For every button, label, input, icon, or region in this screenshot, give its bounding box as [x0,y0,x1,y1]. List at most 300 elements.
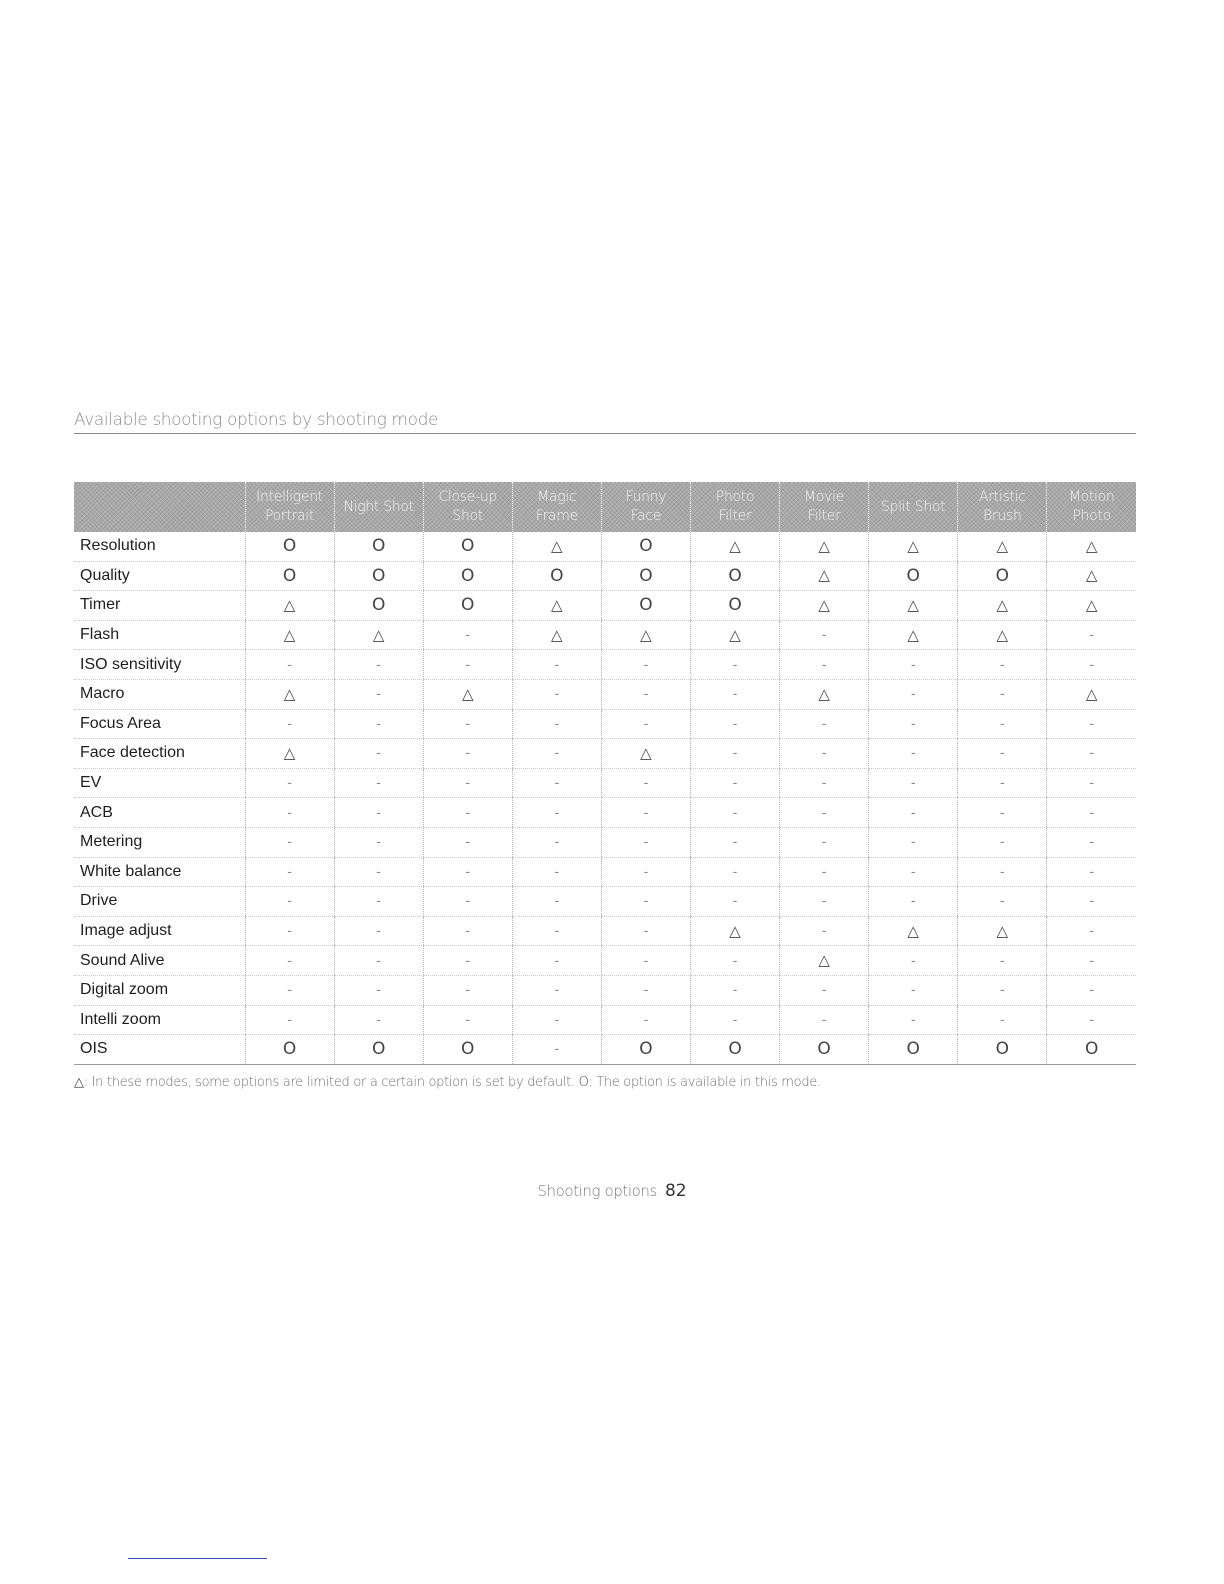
circle-icon: O [639,565,653,586]
dash-mark: - [732,744,738,761]
table-cell [780,591,869,621]
table-cell [1047,620,1136,650]
dash-mark: - [1089,922,1094,939]
dash-mark: - [287,981,292,998]
table-cell [512,1035,601,1065]
dash-mark: - [376,655,381,672]
circle-icon: O [995,1039,1009,1060]
dash-mark: - [999,1010,1005,1027]
table-cell [869,857,958,887]
dash-mark: - [465,922,471,939]
dash-mark: - [287,862,292,879]
legend-triangle-text: : In these modes, some options are limited or a certain option is set by default. [83,1075,575,1090]
table-row [74,1035,1136,1065]
table-cell [869,1035,958,1065]
dash-mark: - [643,922,649,939]
table-row [74,827,1136,857]
dash-mark: - [732,714,738,731]
circle-icon: O [817,1039,831,1060]
table-cell [690,532,779,561]
dash-mark: - [821,803,827,820]
row-label: Quality [74,561,245,591]
table-row [74,975,1136,1005]
circle-icon: O [639,536,653,557]
table-cell [334,679,423,709]
dash-mark: - [732,951,738,968]
column-header-line: Portrait [265,508,315,524]
circle-icon: O [578,1075,589,1090]
triangle-icon: △ [283,685,296,703]
table-cell [958,679,1047,709]
triangle-icon: △ [1085,596,1098,614]
column-header-line: Face [630,508,662,524]
column-header-line: Shot [452,508,484,524]
dash-mark: - [910,862,916,879]
dash-mark: - [999,655,1005,672]
table-cell [334,650,423,680]
dash-mark: - [287,803,292,820]
row-label: Flash [74,620,245,650]
table-cell [780,650,869,680]
dash-mark: - [821,714,827,731]
dash-mark: - [465,626,471,643]
table-cell [601,887,690,917]
dash-mark: - [999,714,1005,731]
dash-mark: - [910,892,916,909]
table-cell [423,561,512,591]
dash-mark: - [821,981,827,998]
column-header-line: Photo [1072,508,1111,524]
table-cell [334,1035,423,1065]
table-cell [780,739,869,769]
shooting-options-table [74,482,1136,1065]
table-cell [958,650,1047,680]
dash-mark: - [643,833,649,850]
table-row [74,739,1136,769]
table-cell [1047,946,1136,976]
table-cell [512,532,601,561]
table-cell [601,827,690,857]
table-cell [334,768,423,798]
table-cell [245,827,334,857]
table-cell [1047,916,1136,946]
dash-mark: - [465,774,471,791]
table-cell [423,916,512,946]
triangle-icon: △ [551,596,563,614]
table-cell [690,857,779,887]
table-cell [512,650,601,680]
dash-mark: - [910,803,916,820]
column-header [245,482,334,532]
column-header [334,482,423,532]
dash-mark: - [643,1010,649,1027]
table-cell [958,1005,1047,1035]
table-cell [869,709,958,739]
dash-mark: - [1089,774,1094,791]
dash-mark: - [376,803,381,820]
table-row [74,591,1136,621]
table-cell [601,798,690,828]
table-cell [601,561,690,591]
table-row [74,620,1136,650]
column-header-line: Magic [537,489,577,505]
table-cell [780,709,869,739]
dash-mark: - [376,922,381,939]
dash-mark: - [910,833,916,850]
table-cell [1047,975,1136,1005]
dash-mark: - [643,774,649,791]
table-cell [334,709,423,739]
table-cell [869,532,958,561]
table-cell [780,916,869,946]
table-cell [334,798,423,828]
dash-mark: - [287,655,292,672]
table-cell [780,768,869,798]
table-cell [245,620,334,650]
row-label: ACB [74,798,245,828]
table-cell [1047,709,1136,739]
table-cell [1047,561,1136,591]
column-header [423,482,512,532]
circle-icon: O [639,595,653,616]
table-cell [512,946,601,976]
dash-mark: - [554,714,560,731]
table-cell [601,620,690,650]
table-cell [780,561,869,591]
table-cell [245,946,334,976]
table-row [74,916,1136,946]
table-cell [601,916,690,946]
table-cell [780,1005,869,1035]
dash-mark: - [465,714,471,731]
table-cell [245,1035,334,1065]
circle-icon: O [371,1039,386,1060]
dash-mark: - [1089,714,1094,731]
triangle-icon: △ [283,596,296,614]
dash-mark: - [554,862,560,879]
column-header-line: Split Shot [881,498,946,515]
table-cell [958,561,1047,591]
row-label: Metering [74,827,245,857]
table-cell [423,827,512,857]
table-cell [869,561,958,591]
row-label: White balance [74,857,245,887]
triangle-icon: △ [729,922,741,940]
dash-mark: - [732,685,738,702]
dash-mark: - [643,951,649,968]
dash-mark: - [554,892,560,909]
dash-mark: - [287,833,292,850]
circle-icon: O [995,565,1009,586]
dash-mark: - [999,862,1005,879]
table-cell [334,975,423,1005]
dash-mark: - [643,892,649,909]
triangle-icon: △ [907,537,919,555]
table-row [74,679,1136,709]
table-cell [780,532,869,561]
table-cell [423,739,512,769]
dash-mark: - [821,833,827,850]
dash-mark: - [554,655,560,672]
dash-mark: - [999,833,1005,850]
column-header [958,482,1047,532]
dash-mark: - [643,714,649,731]
table-cell [690,946,779,976]
table-cell [245,650,334,680]
table-cell [334,946,423,976]
dash-mark: - [1089,655,1094,672]
column-header-line: Filter [807,508,841,524]
table-cell [869,650,958,680]
dash-mark: - [287,714,292,731]
legend-circle-text: : The option is available in this mode. [588,1075,821,1090]
table-cell [423,620,512,650]
table-cell [423,857,512,887]
circle-icon: O [282,1039,297,1060]
dash-mark: - [465,951,471,968]
dash-mark: - [554,1010,560,1027]
circle-icon: O [461,565,475,586]
dash-mark: - [910,744,916,761]
table-cell [958,591,1047,621]
triangle-icon: △ [818,537,830,555]
table-cell [334,887,423,917]
table-cell [958,709,1047,739]
table-cell [334,916,423,946]
table-cell [512,887,601,917]
table-cell [245,532,334,561]
table-cell [958,1035,1047,1065]
dash-mark: - [1089,744,1094,761]
table-cell [601,591,690,621]
dash-mark: - [465,892,471,909]
table-cell [958,887,1047,917]
triangle-icon: △ [818,685,830,703]
dash-mark: - [376,833,381,850]
column-header-line: Filter [718,508,752,524]
section-title: Available shooting options by shooting mode [74,408,1136,434]
dash-mark: - [554,774,560,791]
circle-icon: O [728,565,742,586]
table-cell [958,768,1047,798]
dash-mark: - [376,862,381,879]
table-cell [601,739,690,769]
dash-mark: - [465,803,471,820]
dash-mark: - [821,774,827,791]
dash-mark: - [376,744,381,761]
table-cell [690,975,779,1005]
table-cell [1047,768,1136,798]
table-cell [690,650,779,680]
table-cell [334,1005,423,1035]
triangle-icon: △ [461,685,474,703]
table-cell [423,679,512,709]
triangle-icon: △ [996,537,1009,555]
table-row [74,946,1136,976]
dash-mark: - [465,981,471,998]
table-cell [690,679,779,709]
dash-mark: - [910,951,916,968]
dash-mark: - [732,655,738,672]
triangle-icon: △ [551,626,563,644]
table-cell [958,532,1047,561]
circle-icon: O [728,1039,742,1060]
table-cell [690,798,779,828]
table-cell [423,798,512,828]
row-label: EV [74,768,245,798]
circle-icon: O [371,595,386,616]
dash-mark: - [910,714,916,731]
triangle-icon: △ [996,626,1009,644]
circle-icon: O [461,536,475,557]
triangle-icon: △ [818,567,830,585]
table-cell [869,591,958,621]
table-cell [245,739,334,769]
table-cell [1047,650,1136,680]
column-header-line: Movie [804,489,845,505]
circle-icon: O [1084,1039,1099,1060]
header-row [74,482,1136,532]
dash-mark: - [732,862,738,879]
triangle-icon: △ [818,596,830,614]
table-cell [780,620,869,650]
table-cell [1047,591,1136,621]
dash-mark: - [910,655,916,672]
table-cell [601,1005,690,1035]
dash-mark: - [465,655,471,672]
triangle-icon: △ [907,596,919,614]
triangle-icon: △ [1085,537,1098,555]
dash-mark: - [376,892,381,909]
table-cell [690,739,779,769]
triangle-icon: △ [372,626,385,644]
table-header [74,482,1136,532]
table-row [74,532,1136,561]
dash-mark: - [554,685,560,702]
table-cell [869,975,958,1005]
table-cell [1047,532,1136,561]
triangle-icon: △ [729,626,741,644]
row-label: Macro [74,679,245,709]
table-cell [334,561,423,591]
table-cell [780,679,869,709]
table-cell [601,946,690,976]
dash-mark: - [1089,951,1094,968]
dash-mark: - [821,626,827,643]
dash-mark: - [821,744,827,761]
circle-icon: O [371,565,386,586]
dash-mark: - [1089,862,1094,879]
dash-mark: - [287,892,292,909]
table-cell [423,591,512,621]
table-cell [601,1035,690,1065]
table-cell [423,946,512,976]
table-cell [869,679,958,709]
table-cell [512,916,601,946]
table-cell [869,1005,958,1035]
table-cell [601,532,690,561]
row-label: Resolution [74,532,245,561]
table-cell [245,916,334,946]
dash-mark: - [643,862,649,879]
triangle-icon: △ [283,744,296,762]
table-cell [423,650,512,680]
dash-mark: - [1089,803,1094,820]
table-cell [958,827,1047,857]
table-cell [869,887,958,917]
dash-mark: - [376,1010,381,1027]
table-cell [423,1035,512,1065]
legend [74,1075,821,1090]
dash-mark: - [376,981,381,998]
table-cell [1047,1035,1136,1065]
circle-icon: O [461,1039,475,1060]
column-header-line: Funny [625,489,667,505]
table-cell [334,739,423,769]
column-header [780,482,869,532]
table-cell [869,946,958,976]
table-cell [601,650,690,680]
table-cell [958,620,1047,650]
row-label: Digital zoom [74,975,245,1005]
table-cell [1047,827,1136,857]
circle-icon: O [282,536,297,557]
triangle-icon: △ [996,922,1009,940]
bottom-link-rule [128,1558,267,1559]
table-cell [869,739,958,769]
dash-mark: - [999,981,1005,998]
column-header-line: Photo [715,489,755,505]
header-corner [74,482,245,532]
table-cell [1047,679,1136,709]
dash-mark: - [821,655,827,672]
triangle-icon: △ [551,537,563,555]
table-row [74,768,1136,798]
dash-mark: - [821,922,827,939]
dash-mark: - [554,951,560,968]
table-cell [1047,1005,1136,1035]
row-label: Image adjust [74,916,245,946]
circle-icon: O [639,1039,653,1060]
row-label: Intelli zoom [74,1005,245,1035]
dash-mark: - [732,1010,738,1027]
dash-mark: - [999,744,1005,761]
table-cell [512,768,601,798]
table-cell [869,916,958,946]
table-cell [1047,857,1136,887]
dash-mark: - [732,833,738,850]
triangle-icon: △ [729,537,741,555]
dash-mark: - [376,774,381,791]
table-row [74,798,1136,828]
row-label: ISO sensitivity [74,650,245,680]
table-cell [512,975,601,1005]
triangle-icon: △ [907,922,919,940]
table-cell [423,1005,512,1035]
table-cell [423,887,512,917]
table-cell [780,798,869,828]
table-cell [690,591,779,621]
dash-mark: - [643,685,649,702]
page-number: 82 [664,1181,687,1201]
dash-mark: - [821,862,827,879]
table-cell [512,591,601,621]
table-row [74,857,1136,887]
triangle-icon: △ [640,744,652,762]
table-cell [334,591,423,621]
triangle-icon: △ [74,1075,84,1090]
dash-mark: - [1089,892,1094,909]
